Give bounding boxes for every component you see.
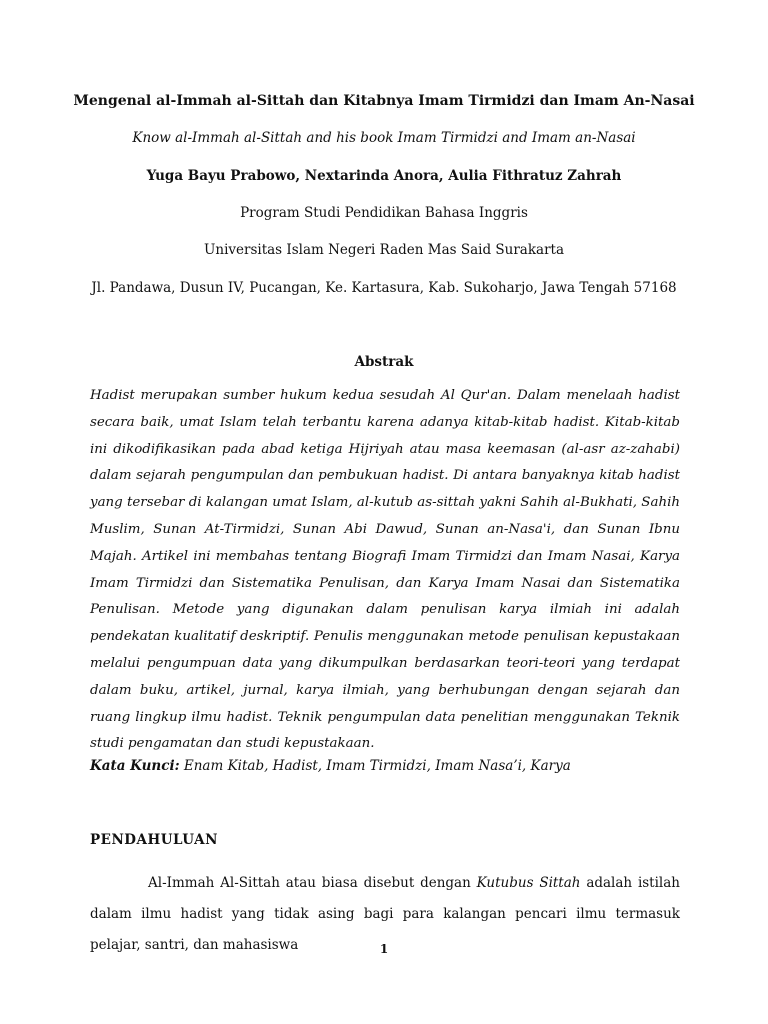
intro-text-before: Al-Immah Al-Sittah atau biasa disebut dengan [148,875,471,891]
abstract-heading: Abstrak [354,354,414,370]
author-list: Yuga Bayu Prabowo, Nextarinda Anora, Aulia Fithratuz Zahrah [146,168,622,184]
paper-title: Mengenal al-Immah al-Sittah dan Kitabnya Imam Tirmidzi dan Imam An-Nasai [73,93,695,109]
keywords-label: Kata Kunci: [90,758,180,774]
page-number: 1 [379,942,389,956]
intro-text-after: adalah istilah dalam ilmu hadist yang tidak asing bagi para kalangan pencari ilmu termasuk pelajar, santri, dan mahasiswa [90,875,680,953]
affiliation-program: Program Studi Pendidikan Bahasa Inggris [240,205,528,221]
affiliation-university: Universitas Islam Negeri Raden Mas Said Surakarta [204,242,564,258]
intro-emphasis: Kutubus Sittah [476,875,581,891]
abstract-body: Hadist merupakan sumber hukum kedua sesudah Al Qur'an. Dalam menelaah hadist secara baik, umat Islam telah terbantu karena adanya kitab-kitab hadist. Kitab-kitab ini dikodifikasikan pada abad ketiga Hijriyah atau masa keemasan (al-asr az-zahabi) dalam sejarah pengumpulan dan pembukuan hadist. Di antara banyaknya kitab hadist yang tersebar di kalangan umat Islam, al-kutub as-sittah yakni Sahih al-Bukhati, Sahih Muslim, Sunan At-Tirmidzi, Sunan Abi Dawud, Sunan an-Nasa'i, dan Sunan Ibnu Majah. Artikel ini membahas tentang Biografi Imam Tirmidzi dan Imam Nasai, Karya Imam Tirmidzi dan Sistematika Penulisan, dan Karya Imam Nasai dan Sistematika Penulisan. Metode yang digunakan dalam penulisan karya ilmiah ini adalah pendekatan kualitatif deskriptif. Penulis menggunakan metode penulisan kepustakaan melalui pengumpuan data yang dikumpulkan berdasarkan teori-teori yang terdapat dalam buku, artikel, jurnal, karya ilmiah, yang berhubungan dengan sejarah dan ruang lingkup ilmu hadist. Teknik pengumpulan data penelitian menggunakan Teknik studi pengamatan dan studi kepustakaan. [90,388,680,752]
introduction-heading: PENDAHULUAN [90,832,218,848]
keywords-line [90,758,571,774]
keywords-text: Enam Kitab, Hadist, Imam Tirmidzi, Imam Nasa’i, Karya [183,758,571,774]
affiliation-address: Jl. Pandawa, Dusun IV, Pucangan, Ke. Kartasura, Kab. Sukoharjo, Jawa Tengah 57168 [91,280,677,296]
paper-subtitle: Know al-Immah al-Sittah and his book Imam Tirmidzi and Imam an-Nasai [132,130,636,146]
